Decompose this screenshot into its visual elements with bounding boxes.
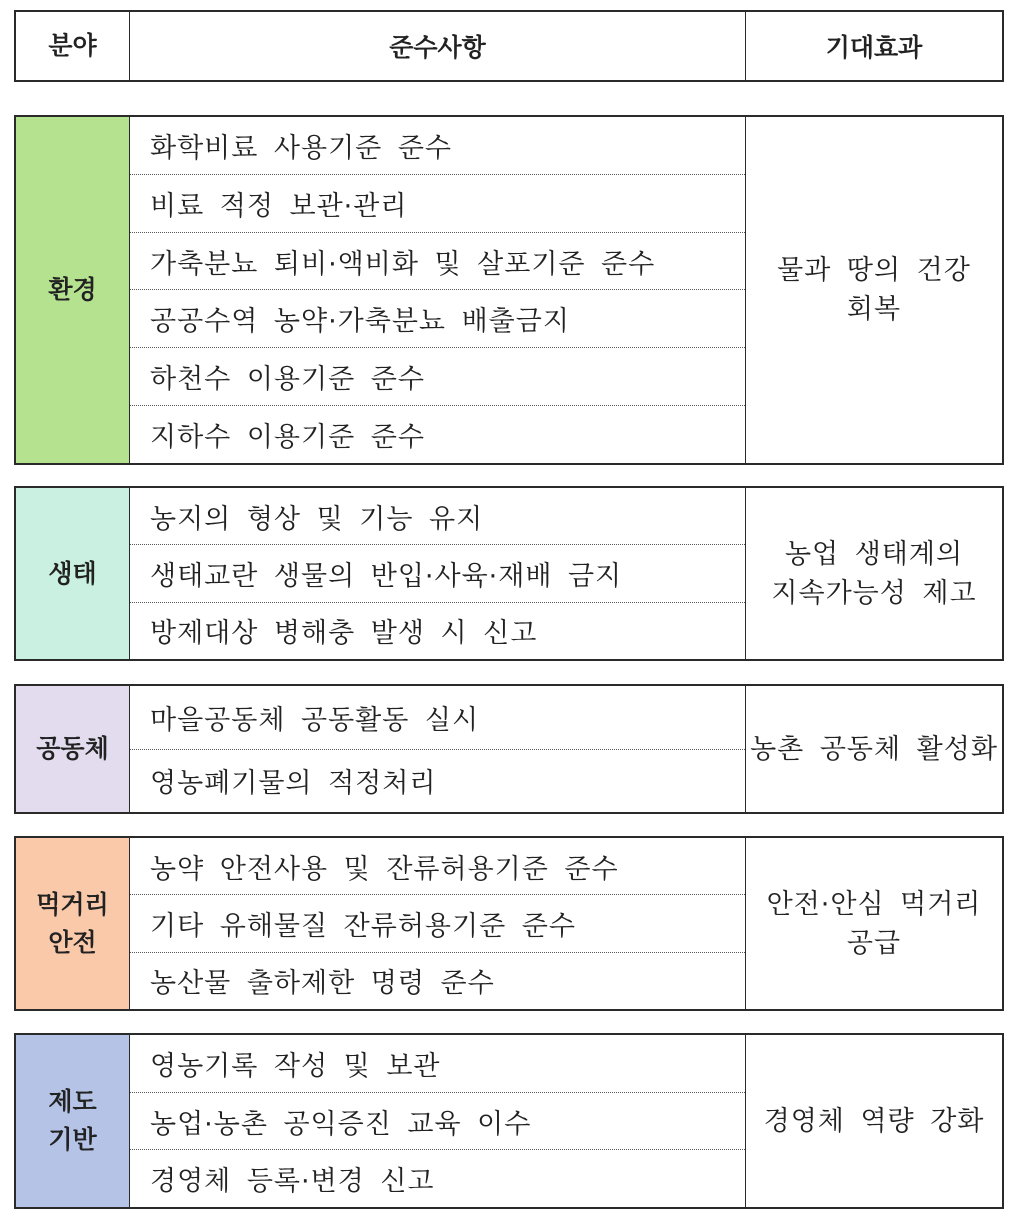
compliance-item: 농업·농촌 공익증진 교육 이수	[130, 1092, 745, 1150]
compliance-item: 생태교란 생물의 반입·사육·재배 금지	[130, 544, 745, 601]
effect-line: 물과 땅의 건강	[777, 255, 971, 286]
compliance-item: 영농폐기물의 적정처리	[130, 749, 745, 813]
effect-line: 농업 생태계의	[784, 538, 964, 570]
compliance-list	[130, 838, 746, 1009]
compliance-item: 하천수 이용기준 준수	[130, 347, 745, 405]
effect-line: 안전·안심 먹거리	[766, 888, 982, 920]
compliance-item: 비료 적정 보관·관리	[130, 174, 745, 232]
expected-effect	[746, 488, 1002, 659]
compliance-item: 농산물 출하제한 명령 준수	[130, 952, 745, 1009]
section-category	[16, 686, 130, 812]
compliance-item: 방제대상 병해충 발생 시 신고	[130, 602, 745, 659]
table-header	[14, 10, 1004, 82]
category-line: 먹거리	[36, 889, 109, 919]
compliance-item: 공공수역 농약·가축분뇨 배출금지	[130, 289, 745, 347]
compliance-item: 지하수 이용기준 준수	[130, 405, 745, 463]
section-community	[14, 684, 1004, 814]
header-compliance: 준수사항	[130, 12, 746, 80]
category-line: 제도	[48, 1087, 97, 1116]
category-line: 안전	[48, 927, 97, 957]
header-category: 분야	[16, 12, 130, 80]
compliance-item: 마을공동체 공동활동 실시	[150, 704, 480, 736]
effect-line: 지속가능성 제고	[771, 577, 977, 609]
compliance-item: 영농기록 작성 및 보관	[150, 1050, 441, 1082]
compliance-item: 가축분뇨 퇴비·액비화 및 살포기준 준수	[130, 232, 745, 290]
effect-line: 경영체 역량 강화	[763, 1105, 985, 1137]
expected-effect	[746, 117, 1002, 463]
compliance-item: 농약 안전사용 및 잔류허용기준 준수	[150, 853, 619, 885]
compliance-list	[130, 488, 746, 659]
section-food-safety	[14, 836, 1004, 1011]
effect-line: 농촌 공동체 활성화	[750, 733, 998, 765]
effect-line: 회복	[846, 294, 902, 325]
compliance-item: 화학비료 사용기준 준수	[150, 132, 452, 164]
compliance-list	[130, 686, 746, 812]
expected-effect	[746, 838, 1002, 1009]
section-environment	[14, 115, 1004, 465]
category-line: 공동체	[36, 734, 109, 763]
expected-effect	[746, 686, 1002, 812]
section-category	[16, 1035, 130, 1207]
compliance-list	[130, 117, 746, 463]
compliance-item: 농지의 형상 및 기능 유지	[150, 503, 484, 535]
header-effect: 기대효과	[825, 33, 923, 62]
section-category	[16, 117, 130, 463]
compliance-item: 경영체 등록·변경 신고	[130, 1149, 745, 1207]
expected-effect	[746, 1035, 1002, 1207]
category-line: 기반	[48, 1125, 97, 1154]
category-line: 생태	[48, 558, 97, 588]
section-ecology	[14, 486, 1004, 661]
section-institutional-base	[14, 1033, 1004, 1209]
compliance-item: 기타 유해물질 잔류허용기준 준수	[130, 894, 745, 951]
category-line: 환경	[48, 275, 97, 304]
effect-line: 공급	[846, 927, 902, 959]
section-category	[16, 488, 130, 659]
section-category	[16, 838, 130, 1009]
compliance-list	[130, 1035, 746, 1207]
